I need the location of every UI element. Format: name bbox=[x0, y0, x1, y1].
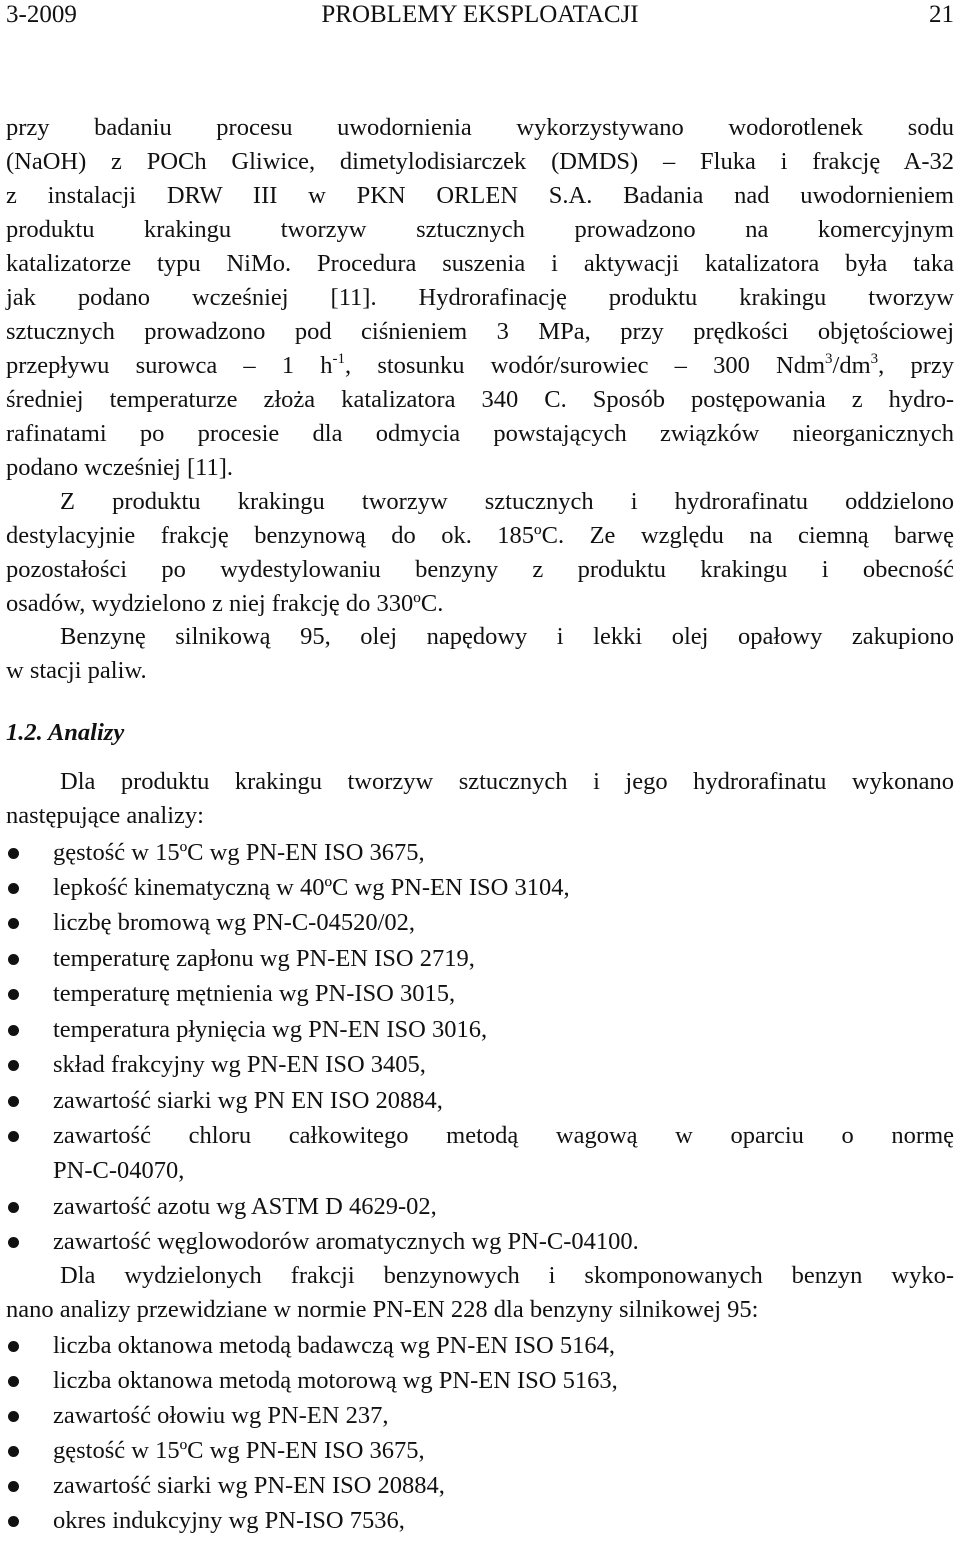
section-title: Analizy bbox=[47, 719, 125, 746]
paragraph-line: nano analizy przewidziane w normie PN-EN 228 dla benzyny silnikowej 95: bbox=[6, 1296, 759, 1323]
bullet-icon bbox=[8, 1060, 19, 1071]
paragraph-line: podano wcześniej [11]. bbox=[6, 454, 233, 481]
bullet-icon bbox=[8, 1376, 19, 1387]
text-segment: , stosunku wodór/surowiec – 300 Ndm bbox=[345, 352, 826, 379]
text-segment: , przy bbox=[878, 352, 954, 379]
journal-title: PROBLEMY EKSPLOATACJI bbox=[321, 1, 639, 28]
bullet-icon bbox=[8, 1411, 19, 1422]
bullet-icon bbox=[8, 1025, 19, 1036]
paragraph-line: z instalacji DRW III w PKN ORLEN S.A. Badania nad uwodornieniem bbox=[6, 182, 954, 209]
paragraph-line: rafinatami po procesie dla odmycia powstających związków nieorganicznych bbox=[6, 420, 954, 447]
bullet-icon bbox=[8, 1096, 19, 1107]
bullet-icon bbox=[8, 954, 19, 965]
paragraph-line: średniej temperaturze złoża katalizatora 340 C. Sposób postępowania z hydro- bbox=[6, 386, 954, 413]
bullet-icon bbox=[8, 1341, 19, 1352]
superscript: -1 bbox=[332, 351, 346, 367]
section-heading bbox=[6, 718, 954, 748]
paragraph-line: Dla produktu krakingu tworzyw sztucznych i jego hydrorafinatu wykonano bbox=[60, 768, 954, 795]
running-header bbox=[6, 0, 954, 34]
bullet-icon bbox=[8, 1131, 19, 1142]
superscript: 3 bbox=[870, 351, 879, 367]
text-segment: przepływu surowca – 1 h bbox=[6, 352, 333, 379]
paragraph-line: katalizatorze typu NiMo. Procedura suszenia i aktywacji katalizatora była taka bbox=[6, 250, 954, 277]
section-number: 1.2. bbox=[6, 719, 43, 746]
paragraph-line: osadów, wydzielono z niej frakcję do 330ºC. bbox=[6, 590, 444, 617]
paragraph-line: (NaOH) z POCh Gliwice, dimetylodisiarczek (DMDS) – Fluka i frakcję A-32 bbox=[6, 148, 954, 175]
paragraph-line: Benzynę silnikową 95, olej napędowy i lekki olej opałowy zakupiono bbox=[60, 623, 954, 650]
paragraph-line: przy badaniu procesu uwodornienia wykorzystywano wodorotlenek sodu bbox=[6, 114, 954, 141]
bullet-icon bbox=[8, 918, 19, 929]
text-segment: /dm bbox=[832, 352, 871, 379]
paragraph-line: Dla wydzielonych frakcji benzynowych i skomponowanych benzyn wyko- bbox=[60, 1262, 954, 1289]
bullet-icon bbox=[8, 848, 19, 859]
paragraph-line bbox=[6, 351, 954, 381]
issue-number: 3-2009 bbox=[6, 1, 77, 28]
paragraph-line: jak podano wcześniej [11]. Hydrorafinację produktu krakingu tworzyw bbox=[6, 284, 954, 311]
paragraph-line: w stacji paliw. bbox=[6, 657, 147, 684]
bullet-icon bbox=[8, 1202, 19, 1213]
page-number: 21 bbox=[929, 1, 954, 28]
paragraph-line: następujące analizy: bbox=[6, 802, 204, 829]
bullet-icon bbox=[8, 1237, 19, 1248]
paragraph-line: sztucznych prowadzono pod ciśnieniem 3 MPa, przy prędkości objętościowej bbox=[6, 318, 954, 345]
bullet-icon bbox=[8, 1481, 19, 1492]
bullet-icon bbox=[8, 989, 19, 1000]
paragraph-line: Z produktu krakingu tworzyw sztucznych i hydrorafinatu oddzielono bbox=[60, 488, 954, 515]
bullet-icon bbox=[8, 1446, 19, 1457]
superscript: 3 bbox=[825, 351, 833, 367]
bullet-icon bbox=[8, 883, 19, 894]
paragraph-line: produktu krakingu tworzyw sztucznych prowadzono na komercyjnym bbox=[6, 216, 954, 243]
paragraph-line: destylacyjnie frakcję benzynową do ok. 185ºC. Ze względu na ciemną barwę bbox=[6, 522, 954, 549]
document-page: 3-2009 PROBLEMY EKSPLOATACJI 21 przy badaniu procesu uwodornienia wykorzystywano wodorotlenek sodu (NaOH) z POCh Gliwice, dimetylodisiarczek (DMDS) – Fluka i frakcję A-32 z instalacji DRW III w PKN ORLEN S.A. Badania nad uwodornieniem produktu krakingu tworzyw sztucznych prowadzono na komercyjnym katalizatorze typu NiMo. Procedura suszenia i aktywacji katalizatora była taka jak podano wcześniej [11]. Hydrorafinację produktu krakingu tworzyw sztucznych prowadzono pod ciśnieniem 3 MPa, przy prędkości objętościowej przepływu surowca – 1 $h^{-1}$, stosunku wodór/surowiec – 300 $Ndm^3/dm^3$, przy średniej temperaturze złoża katalizatora 340 C. Sposób postępowania z hydro- rafinatami po procesie dla odmycia powstających związków nieorganicznych podano wcześniej [11]. Z produktu krakingu tworzyw sztucznych i hydrorafinatu oddzielono destylacyjnie frakcję benzynową do ok. 185ºC. Ze względu na ciemną barwę pozostałości po wydestylowaniu benzyny z produktu krakingu i obecność osadów, wydzielono z niej frakcję do 330ºC. Benzynę silnikową 95, olej napędowy i lekki olej opałowy zakupiono w stacji paliw. 1.2. Analizy Dla produktu krakingu tworzyw sztucznych i jego hydrorafinatu wykonano następujące analizy: gęstość w 15ºC wg PN-EN ISO 3675, lepkość kinematyczną w 40ºC wg PN-EN ISO 3104, liczbę bromową wg PN-C-04520/02, temperaturę zapłonu wg PN-EN ISO 2719, temperaturę mętnienia wg PN-ISO 3015, temperatura płynięcia wg PN-EN ISO 3016, skład frakcyjny wg PN-EN ISO 3405, zawartość siarki wg PN EN ISO 20884, zawartość chloru całkowitego metodą wagową w oparciu o normę PN-C-04070, zawartość azotu wg ASTM D 4629-02, zawartość węglowodorów aromatycznych wg PN-C-04100. Dla wydzielonych frakcji benzynowych i skomponowanych benzyn wyko- nano analizy przewidziane w normie PN-EN 228 dla benzyny silnikowej 95: liczba oktanowa metodą badawczą wg PN-EN ISO 5164, liczba oktanowa metodą motorową wg PN-EN ISO 5163, zawartość ołowiu wg PN-EN 237, gęstość w 15ºC wg PN-EN ISO 3675, zawartość siarki wg PN-EN ISO 20884, okres indukcyjny wg PN-ISO 7536, bbox=[6, 1, 954, 1534]
bullet-icon bbox=[8, 1516, 19, 1527]
paragraph-line: pozostałości po wydestylowaniu benzyny z produktu krakingu i obecność bbox=[6, 556, 954, 583]
